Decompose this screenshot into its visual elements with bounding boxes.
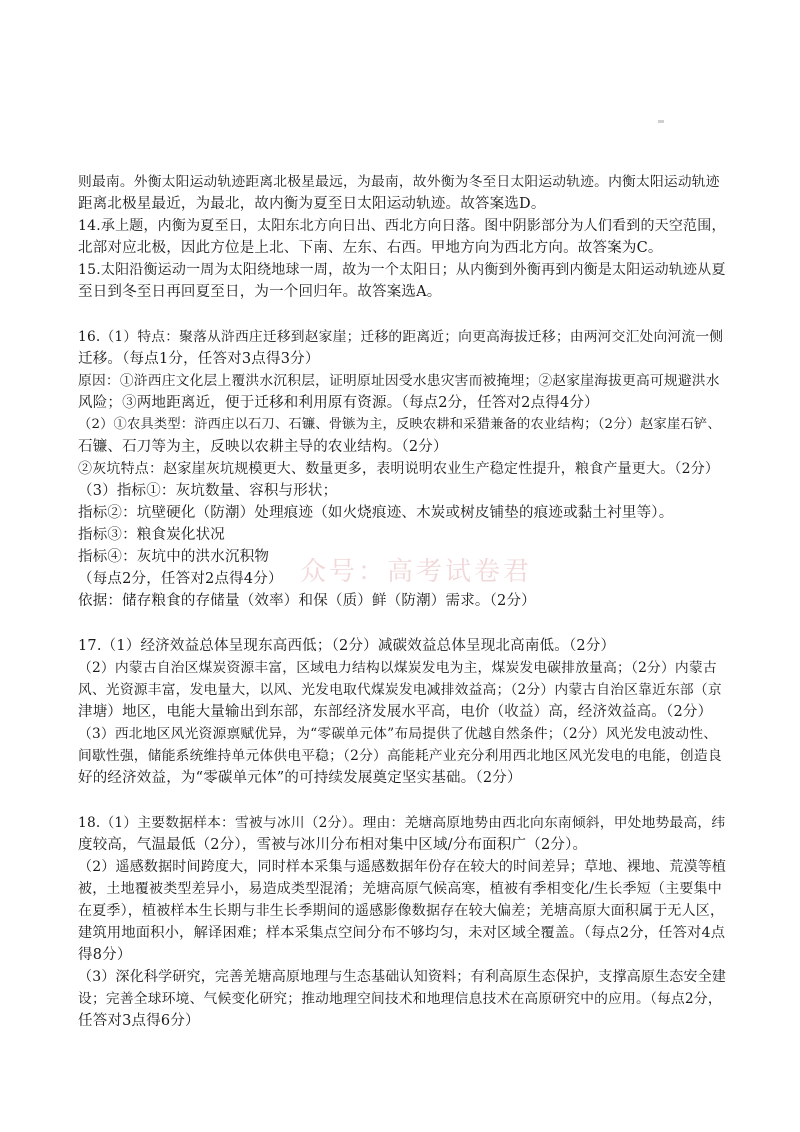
- spacer: [78, 612, 726, 635]
- answer-17: [78, 635, 726, 789]
- text-line: （3）西北地区风光资源禀赋优异，为“零碳单元体”布局提供了优越自然条件；（2分）风光发电波动性、: [78, 726, 718, 742]
- spacer: [78, 789, 726, 812]
- text-line: 建筑用地面积小，解译困难；样本采集点空间分布不够均匀，未对区域全覆盖。（每点2分，任答对4点: [78, 925, 726, 941]
- text-line: 北部对应北极，因此方位是上北、下南、左东、右西。甲地方向为西北方向。故答案为C。: [78, 240, 663, 256]
- text-line: 风、光资源丰富，发电量大，以风、光发电取代煤炭发电减排效益高；（2分）内蒙古自治区靠近东部（京: [78, 682, 722, 698]
- scan-artifact: [658, 120, 664, 123]
- text-line: 17.（1）经济效益总体呈现东高西低；（2分）减碳效益总体呈现北高南低。（2分）: [78, 638, 616, 654]
- text-line: 15.太阳沿衡运动一周为太阳绕地球一周，故为一个太阳日；从内衡到外衡再到内衡是太阳运动轨迹从夏: [78, 262, 726, 278]
- answer-15: [78, 259, 726, 303]
- text-line: 至日到冬至日再回夏至日，为一个回归年。故答案选A。: [78, 284, 442, 300]
- text-line: 度较高，气温最低（2分），雪被与冰川分布相对集中区域/分布面积广（2分）。: [78, 837, 588, 853]
- text-line: （每点2分，任答对2点得4分）: [78, 571, 283, 587]
- spacer: [78, 303, 726, 326]
- text-line: （3）指标①：灰坑数量、容积与形状；: [78, 483, 338, 499]
- text-line: （2）内蒙古自治区煤炭资源丰富，区域电力结构以煤炭发电为主，煤炭发电碳排放量高；（2分）内蒙古: [78, 660, 717, 676]
- text-line: 风险；③两地距离近，便于迁移和利用原有资源。（每点2分，任答对2点得4分）: [78, 395, 599, 411]
- text-line: 16.（1）特点：聚落从浒西庄迁移到赵家崖；迁移的距离近；向更高海拔迁移；由两河交汇处向河流一侧: [78, 329, 724, 345]
- text-line: 18.（1）主要数据样本：雪被与冰川（2分）。理由：羌塘高原地势由西北向东南倾斜，甲处地势最高，纬: [78, 815, 726, 831]
- text-line: 指标②：坑壁硬化（防潮）处理痕迹（如火烧痕迹、木炭或树皮铺垫的痕迹或黏土衬里等）。: [78, 505, 674, 521]
- text-line: 好的经济效益，为“零碳单元体”的可持续发展奠定坚实基础。（2分）: [78, 770, 522, 786]
- answer-sheet: [78, 171, 726, 1032]
- text-line: 指标③：粮食炭化状况: [78, 527, 225, 543]
- text-line: 任答对3点得6分）: [78, 1013, 200, 1029]
- text-line: ②灰坑特点：赵家崖灰坑规模更大、数量更多，表明说明农业生产稳定性提升，粮食产量更大。（2分）: [78, 461, 720, 477]
- text-line: 设；完善全球环境、气候变化研究；推动地理空间技术和地理信息技术在高原研究中的应用。（每点2分，: [78, 991, 722, 1007]
- text-line: 在夏季），植被样本生长期与非生长季期间的遥感影像数据存在较大偏差；羌塘高原大面积属于无人区，: [78, 903, 725, 919]
- watermark: 众号：高考试卷君: [300, 557, 533, 587]
- text-line: 14.承上题，内衡为夏至日，太阳东北方向日出、西北方向日落。图中阴影部分为人们看到的天空范围，: [78, 218, 726, 234]
- text-line: 迁移。（每点1分，任答对3点得3分）: [78, 351, 320, 367]
- answer-18: [78, 812, 726, 1032]
- text-line: （2）遥感数据时间跨度大，同时样本采集与遥感数据年份存在较大的时间差异；草地、裸地、荒漠等植: [78, 859, 727, 875]
- text-line: 间歇性强，储能系统维持单元体供电平稳；（2分）高能耗产业充分利用西北地区风光发电的电能，创造良: [78, 748, 722, 764]
- text-line: （2）①农具类型：浒西庄以石刀、石镰、骨镞为主，反映农耕和采猎兼备的农业结构；（2分）赵家崖石铲、: [78, 417, 721, 432]
- text-line: 石镰、石刀等为主，反映以农耕主导的农业结构。（2分）: [78, 439, 448, 455]
- text-line: 津塘）地区，电能大量输出到东部，东部经济发展水平高，电价（收益）高，经济效益高。（2分）: [78, 704, 713, 720]
- answer-14: [78, 215, 726, 259]
- answer-13-continued: [78, 171, 726, 215]
- text-line: 依据：储存粮食的存储量（效率）和保（质）鲜（防潮）需求。（2分）: [78, 593, 536, 609]
- text-line: 距离北极星最近，为最北，故内衡为夏至日太阳运动轨迹。故答案选D。: [78, 196, 546, 212]
- text-line: （3）深化科学研究，完善羌塘高原地理与生态基础认知资料；有利高原生态保护，支撑高原生态安全建: [78, 969, 727, 985]
- text-line: 原因：①浒西庄文化层上覆洪水沉积层，证明原址因受水患灾害而被掩埋；②赵家崖海拔更高可规避洪水: [78, 373, 720, 389]
- text-line: 得8分）: [78, 947, 132, 963]
- text-line: 被，土地覆被类型差异小，易造成类型混淆；羌塘高原气候高寒，植被有季相变化/生长季短（主要集中: [78, 881, 722, 897]
- text-line: 则最南。外衡太阳运动轨迹距离北极星最远，为最南，故外衡为冬至日太阳运动轨迹。内衡太阳运动轨迹: [78, 174, 720, 190]
- text-line: 指标④：灰坑中的洪水沉积物: [78, 549, 270, 565]
